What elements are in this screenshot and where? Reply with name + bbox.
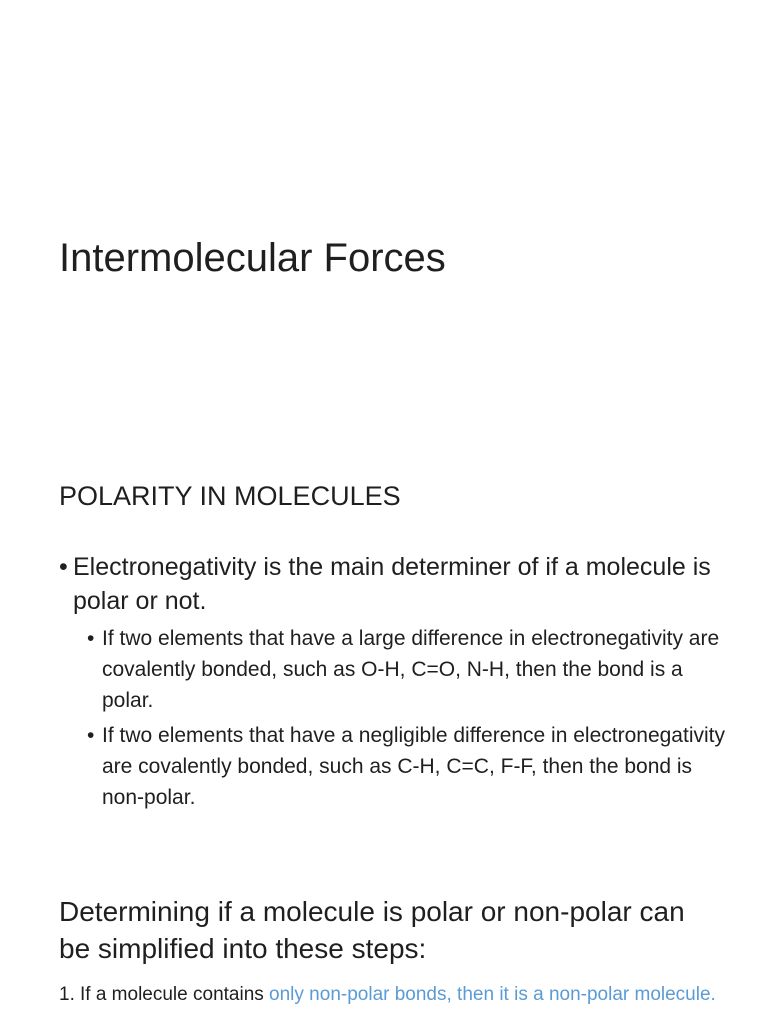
main-bullet-text: Electronegativity is the main determiner of if a molecule is polar or not. (73, 553, 711, 615)
bullet-dot-icon: • (59, 553, 68, 581)
sub-bullet-text: If two elements that have a negligible difference in electronegativity are covalently bonded, such as C-H, C=C, F-F, then the bond is non-polar. (102, 724, 725, 809)
sub-bullet (87, 623, 727, 716)
sub-bullet (87, 720, 727, 813)
section-heading: POLARITY IN MOLECULES (59, 481, 401, 511)
slide-title: Intermolecular Forces (59, 236, 446, 280)
bullet-dot-icon: • (87, 724, 95, 747)
bullet-dot-icon: • (87, 627, 95, 650)
main-bullet (59, 550, 719, 618)
step-text-plain: If a molecule contains (80, 984, 270, 1005)
step-number: 1. (59, 984, 75, 1005)
step-item (59, 982, 719, 1007)
step-text (59, 982, 719, 1007)
step-text-highlight: only non-polar bonds, then it is a non-polar molecule. (269, 984, 716, 1005)
sub-bullet-text: If two elements that have a large difference in electronegativity are covalently bonded, such as O-H, C=O, N-H, then the bond is a polar. (102, 627, 720, 712)
steps-heading: Determining if a molecule is polar or non-polar can be simplified into these steps: (59, 896, 685, 964)
